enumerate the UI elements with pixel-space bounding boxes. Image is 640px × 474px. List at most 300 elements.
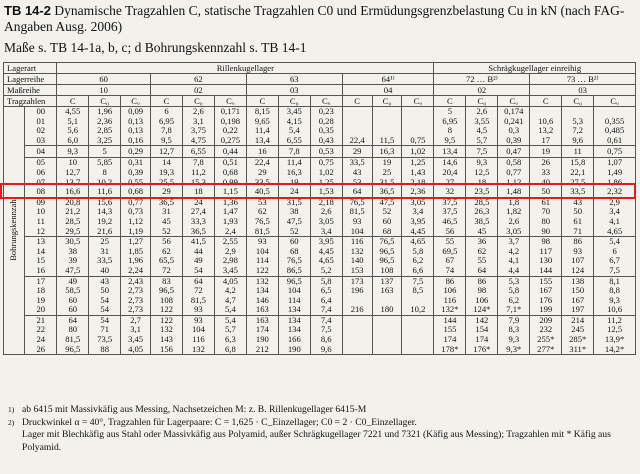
value: 40,5 — [254, 186, 270, 197]
value-cell — [594, 237, 636, 276]
value: 52 — [162, 225, 171, 236]
bore-code-cell — [25, 276, 57, 315]
value: 93 — [352, 215, 362, 226]
footnote-2-cont: Lager mit Blechkäfig aus Stahl oder Massivkäfig aus Polyamid, außer Schrägkugellager 7221 und 7321 (Käfig aus Messing); Tragzahlen mit * Käfig aus Polyamid. — [22, 429, 611, 453]
value: 6,4 — [320, 294, 332, 305]
value: 44 — [194, 245, 203, 256]
value: 311* — [569, 343, 587, 354]
value: 27,4 — [190, 206, 206, 217]
value: 4,1 — [508, 255, 520, 266]
value: 18 — [194, 186, 203, 197]
value: 3,1 — [193, 115, 204, 126]
value-cell — [372, 237, 402, 276]
value: 3,75 — [190, 125, 206, 136]
tragzahl-header: C — [342, 96, 372, 107]
value: 0,16 — [128, 134, 144, 145]
value: 10,2 — [97, 176, 113, 187]
value: 65,5 — [158, 255, 174, 266]
value: 27,5 — [570, 176, 586, 187]
value: 31,5 — [379, 176, 395, 187]
value — [344, 316, 371, 326]
value: 19,3 — [158, 166, 174, 177]
value: 6,6 — [412, 264, 424, 275]
value: 7,8 — [161, 125, 172, 136]
value — [344, 335, 371, 345]
tragzahl-header: Cᵤ — [310, 96, 342, 107]
series-header: 63 — [246, 74, 342, 85]
value: 50 — [100, 285, 109, 296]
value: 106 — [443, 285, 457, 296]
value: 2,73 — [128, 304, 144, 315]
value: 26 — [541, 157, 551, 168]
value: 2,73 — [128, 285, 144, 296]
value: 14,2* — [604, 343, 625, 354]
value-cell — [466, 315, 498, 354]
value-cell — [278, 237, 310, 276]
value-cell — [530, 315, 562, 354]
value — [403, 345, 432, 355]
tragzahl-header: Cᵤ — [594, 96, 636, 107]
value: 74 — [445, 264, 455, 275]
value-cell: 12,7 — [151, 146, 183, 158]
value — [344, 117, 371, 127]
value-cell — [214, 107, 246, 146]
bore-code: 15 — [36, 255, 46, 266]
value: 0,13 — [128, 115, 144, 126]
value: 5,4 — [225, 315, 236, 325]
value-cell — [342, 197, 372, 236]
value: 8,8 — [609, 285, 620, 296]
bore-code: 26 — [36, 343, 46, 354]
row-label-lagerreihe: Lagerreihe — [4, 74, 57, 85]
value: 167 — [539, 285, 553, 296]
value: 11,4 — [254, 125, 270, 136]
value: 46,5 — [442, 215, 458, 226]
value: 15,6 — [97, 197, 113, 207]
value: 9,6 — [320, 343, 332, 354]
value-cell: 0,75 — [594, 146, 636, 158]
value: 25 — [100, 236, 109, 247]
value-cell — [530, 276, 562, 315]
value: 0,485 — [604, 125, 625, 136]
value-cell — [278, 107, 310, 146]
value-cell — [466, 237, 498, 276]
value-cell — [466, 107, 498, 146]
massreihe-header: 03 — [246, 85, 342, 96]
value: 255* — [537, 334, 555, 345]
value: 0,198 — [220, 115, 241, 126]
value-cell — [562, 107, 594, 146]
table-code: TB 14-2 — [4, 3, 51, 18]
value: 55 — [445, 236, 455, 247]
value: 0,68 — [222, 166, 238, 177]
value: 9,5 — [161, 134, 172, 145]
value-cell: 0,29 — [121, 146, 151, 158]
value: 216 — [350, 304, 364, 315]
value: 1,15 — [222, 186, 238, 197]
value: 86 — [477, 276, 487, 286]
value: 62 — [162, 245, 171, 256]
value-cell — [57, 197, 89, 236]
value: 0,77 — [506, 166, 522, 177]
value-cell: 6,55 — [182, 146, 214, 158]
value: 9,6 — [572, 134, 584, 145]
value: 52 — [382, 206, 392, 217]
value-cell — [151, 107, 183, 146]
value: 140 — [350, 255, 364, 266]
value: 90 — [541, 225, 551, 236]
value: 2,36 — [410, 186, 426, 197]
value-cell — [246, 315, 278, 354]
value-cell — [562, 276, 594, 315]
value-cell — [57, 237, 89, 276]
value: 6,2 — [412, 255, 424, 266]
value-cell — [498, 315, 530, 354]
value-cell — [594, 197, 636, 236]
value: 69,5 — [442, 245, 458, 256]
value: 153 — [350, 264, 364, 275]
value: 166 — [287, 334, 301, 345]
bore-code: 02 — [36, 125, 46, 136]
value: 21,6 — [97, 225, 113, 236]
value: 29 — [162, 186, 171, 197]
value-cell: 16,3 — [372, 146, 402, 158]
value: 93 — [258, 236, 267, 247]
value: 104 — [287, 285, 301, 296]
bore-code: 22 — [36, 324, 46, 335]
value: 93 — [194, 315, 203, 325]
value: 1,49 — [607, 166, 623, 177]
value: 0,35 — [318, 125, 334, 136]
value: 114 — [256, 255, 269, 266]
value: 93 — [194, 304, 203, 315]
value: 2,55 — [222, 236, 238, 247]
value-cell — [57, 107, 89, 146]
value — [344, 107, 371, 117]
value-cell: 0,47 — [498, 146, 530, 158]
value: 104 — [255, 245, 269, 256]
value: 4,1 — [609, 215, 620, 226]
tragzahl-header: Cᵤ — [402, 96, 434, 107]
value: 0,31 — [128, 157, 144, 168]
value: 2,6 — [476, 106, 488, 116]
value-cell — [530, 197, 562, 236]
value: 64 — [477, 264, 487, 275]
value-cell — [246, 276, 278, 315]
value: 163 — [255, 304, 269, 315]
value: 0,43 — [318, 134, 334, 145]
value-cell — [246, 237, 278, 276]
value: 72 — [194, 285, 203, 296]
value-cell — [151, 315, 183, 354]
value: 4,15 — [286, 115, 302, 126]
value: 163 — [255, 315, 269, 325]
value: 285* — [569, 334, 587, 345]
value: 11,5 — [379, 134, 395, 145]
value: 96,5 — [379, 245, 395, 256]
value-cell: 0,53 — [310, 146, 342, 158]
bore-code: 01 — [36, 115, 46, 126]
value: 6 — [612, 245, 617, 256]
value: 104 — [350, 225, 364, 236]
value-cell — [310, 276, 342, 315]
value-cell: 7,5 — [466, 146, 498, 158]
value: 9,65 — [254, 115, 270, 126]
value: 61 — [541, 197, 551, 207]
value: 142 — [475, 315, 489, 325]
value: 7,5 — [320, 324, 332, 335]
value-cell: 9,3 — [57, 146, 89, 158]
value: 1,07 — [607, 157, 623, 168]
value: 122 — [160, 315, 173, 325]
value: 11,4 — [286, 157, 302, 168]
value-cell — [182, 315, 214, 354]
value-cell: 5 — [89, 146, 121, 158]
value: 11,6 — [97, 186, 113, 197]
value: 174 — [443, 334, 457, 345]
table-row-block — [4, 237, 636, 276]
value-cell — [278, 197, 310, 236]
value: 4,65 — [318, 255, 334, 266]
value: 245 — [571, 324, 585, 335]
value: 4,2 — [225, 285, 236, 296]
value: 5,85 — [97, 157, 113, 168]
value: 5,1 — [67, 115, 79, 126]
load-rating-table — [3, 62, 636, 355]
value: 43 — [352, 166, 362, 177]
value: 176 — [539, 294, 553, 305]
value: 32 — [445, 186, 455, 197]
value: 60 — [68, 304, 78, 315]
value: 45 — [477, 225, 487, 236]
value: 6,95 — [442, 115, 458, 126]
value-cell — [89, 315, 121, 354]
value: 174 — [475, 334, 489, 345]
value: 33,5 — [97, 255, 113, 266]
value: 5,7 — [476, 134, 488, 145]
tragzahl-header: C — [246, 96, 278, 107]
value: 132 — [350, 245, 364, 256]
value: 29,5 — [65, 225, 81, 236]
table-row-block — [4, 197, 636, 236]
value: 2,36 — [97, 115, 113, 126]
value: 21,2 — [65, 206, 81, 217]
value: 9,3 — [609, 294, 620, 305]
value: 56 — [162, 236, 171, 247]
value-cell — [372, 315, 402, 354]
value-cell — [594, 107, 636, 146]
value: 13,2 — [538, 125, 554, 136]
value: 2,4 — [225, 225, 236, 236]
value: 3,05 — [506, 225, 522, 236]
value: 144 — [443, 315, 457, 325]
value: 39 — [68, 255, 78, 266]
value: 25 — [382, 166, 392, 177]
value: 24 — [289, 186, 299, 197]
highlight-frame-row-04 — [0, 183, 636, 199]
value: 86 — [573, 236, 583, 247]
value-cell — [562, 315, 594, 354]
value-cell — [121, 197, 151, 236]
value-cell — [151, 237, 183, 276]
value-cell — [214, 315, 246, 354]
value — [403, 117, 432, 127]
value: 31 — [100, 245, 109, 256]
value: 73,5 — [97, 334, 113, 345]
value: 8 — [447, 125, 453, 136]
value-cell — [372, 197, 402, 236]
value-cell — [498, 197, 530, 236]
value: 0,09 — [128, 106, 144, 116]
value: 18 — [477, 176, 487, 187]
value: 71 — [100, 324, 109, 335]
value-cell — [214, 276, 246, 315]
value: 36 — [477, 236, 487, 247]
massreihe-header: 10 — [57, 85, 151, 96]
value: 14 — [162, 157, 171, 168]
value: 96,5 — [379, 255, 395, 266]
value: 154 — [475, 324, 489, 335]
value-cell — [89, 197, 121, 236]
value: 0,13 — [128, 125, 144, 136]
value: 27 — [445, 176, 455, 187]
bore-code: 06 — [36, 166, 46, 177]
value-cell — [498, 107, 530, 146]
value-cell — [214, 237, 246, 276]
value: 1,47 — [222, 206, 238, 217]
table-subtitle: Maße s. TB 14-1a, b, c; d Bohrungskennzahl s. TB 14-1 — [4, 40, 307, 55]
value-cell — [57, 276, 89, 315]
value: 25,5 — [158, 176, 174, 187]
value: 28,5 — [65, 215, 81, 226]
value: 134 — [287, 324, 301, 335]
value — [403, 107, 432, 117]
value: 56 — [445, 225, 455, 236]
series-header: 62 — [151, 74, 247, 85]
series-header: 64¹⁾ — [342, 74, 434, 85]
value: 3,55 — [474, 115, 490, 126]
value: 190 — [255, 334, 269, 345]
value: 4,65 — [607, 225, 623, 236]
value: 0,99 — [222, 176, 238, 187]
bore-code-cell — [25, 315, 57, 354]
value-cell — [342, 315, 372, 354]
value-cell: 13,4 — [434, 146, 466, 158]
massreihe-header: 02 — [151, 85, 247, 96]
value: 0,61 — [607, 134, 623, 145]
value: 4,45 — [410, 225, 426, 236]
value: 2,85 — [97, 125, 113, 136]
value: 43 — [573, 197, 583, 207]
bore-code: 05 — [36, 157, 46, 168]
value-cell — [278, 276, 310, 315]
value: 13,9* — [604, 334, 625, 345]
value: 180 — [380, 304, 394, 315]
value: 23,5 — [474, 186, 490, 197]
value-cell — [402, 237, 434, 276]
value: 124 — [571, 264, 585, 275]
value: 2,9 — [609, 197, 620, 207]
value: 0,68 — [128, 186, 144, 197]
value: 8,15 — [254, 106, 270, 116]
value: 0,39 — [506, 134, 522, 145]
value-cell — [498, 276, 530, 315]
value: 5,4 — [225, 304, 236, 315]
value: 0,28 — [318, 115, 334, 126]
value-cell — [372, 107, 402, 146]
value-cell — [434, 315, 466, 354]
value: 96,5 — [158, 285, 174, 296]
value: 108 — [380, 264, 394, 275]
value: 10,6 — [538, 115, 554, 126]
value: 2,73 — [128, 294, 144, 305]
group-schraegkugellager: Schrägkugellager einreihig — [434, 63, 636, 74]
value: 33,3 — [190, 215, 206, 226]
value: 68 — [382, 225, 392, 236]
value: 2,98 — [222, 255, 238, 266]
value-cell — [434, 197, 466, 236]
value: 30,5 — [65, 236, 81, 247]
value: 1,02 — [318, 166, 334, 177]
value-cell — [57, 315, 89, 354]
value: 38,5 — [474, 215, 490, 226]
series-header: 60 — [57, 74, 151, 85]
table-row-04-highlighted — [4, 146, 636, 158]
value: 1,25 — [318, 176, 334, 187]
value-cell — [121, 237, 151, 276]
value: 64 — [352, 186, 362, 197]
value: 52 — [289, 225, 299, 236]
value — [374, 107, 401, 117]
value — [403, 325, 432, 335]
value-cell — [310, 107, 342, 146]
bore-code: 12 — [36, 225, 46, 236]
value: 58,5 — [65, 285, 81, 296]
value-cell: 11 — [562, 146, 594, 158]
value: 54 — [100, 294, 109, 305]
tragzahl-header: Cᵤ — [121, 96, 151, 107]
value: 190 — [287, 343, 301, 354]
value — [344, 345, 371, 355]
value: 178* — [441, 343, 459, 354]
value: 124* — [473, 304, 491, 315]
value: 37,5 — [442, 197, 458, 207]
value: 71 — [573, 225, 583, 236]
tragzahl-header: C — [530, 96, 562, 107]
bore-code: 08 — [36, 186, 46, 197]
value: 64 — [194, 276, 203, 286]
value-cell — [182, 107, 214, 146]
value: 1,93 — [222, 215, 238, 226]
value: 2,43 — [128, 276, 144, 286]
value: 5,6 — [67, 125, 79, 136]
header-lagerreihe — [4, 74, 636, 85]
value: 50 — [541, 186, 551, 197]
value: 53 — [258, 197, 267, 207]
value: 277* — [537, 343, 555, 354]
bore-code: 24 — [36, 334, 46, 345]
value: 11,2 — [191, 166, 206, 177]
value: 8,5 — [412, 285, 424, 296]
bore-code: 21 — [36, 315, 46, 325]
value: 4,55 — [65, 106, 81, 116]
value: 9,5 — [444, 134, 456, 145]
value: 9,3* — [506, 343, 522, 354]
value: 4,05 — [128, 343, 144, 354]
value: 197 — [571, 304, 585, 315]
value-cell — [562, 237, 594, 276]
value: 132* — [441, 304, 459, 315]
